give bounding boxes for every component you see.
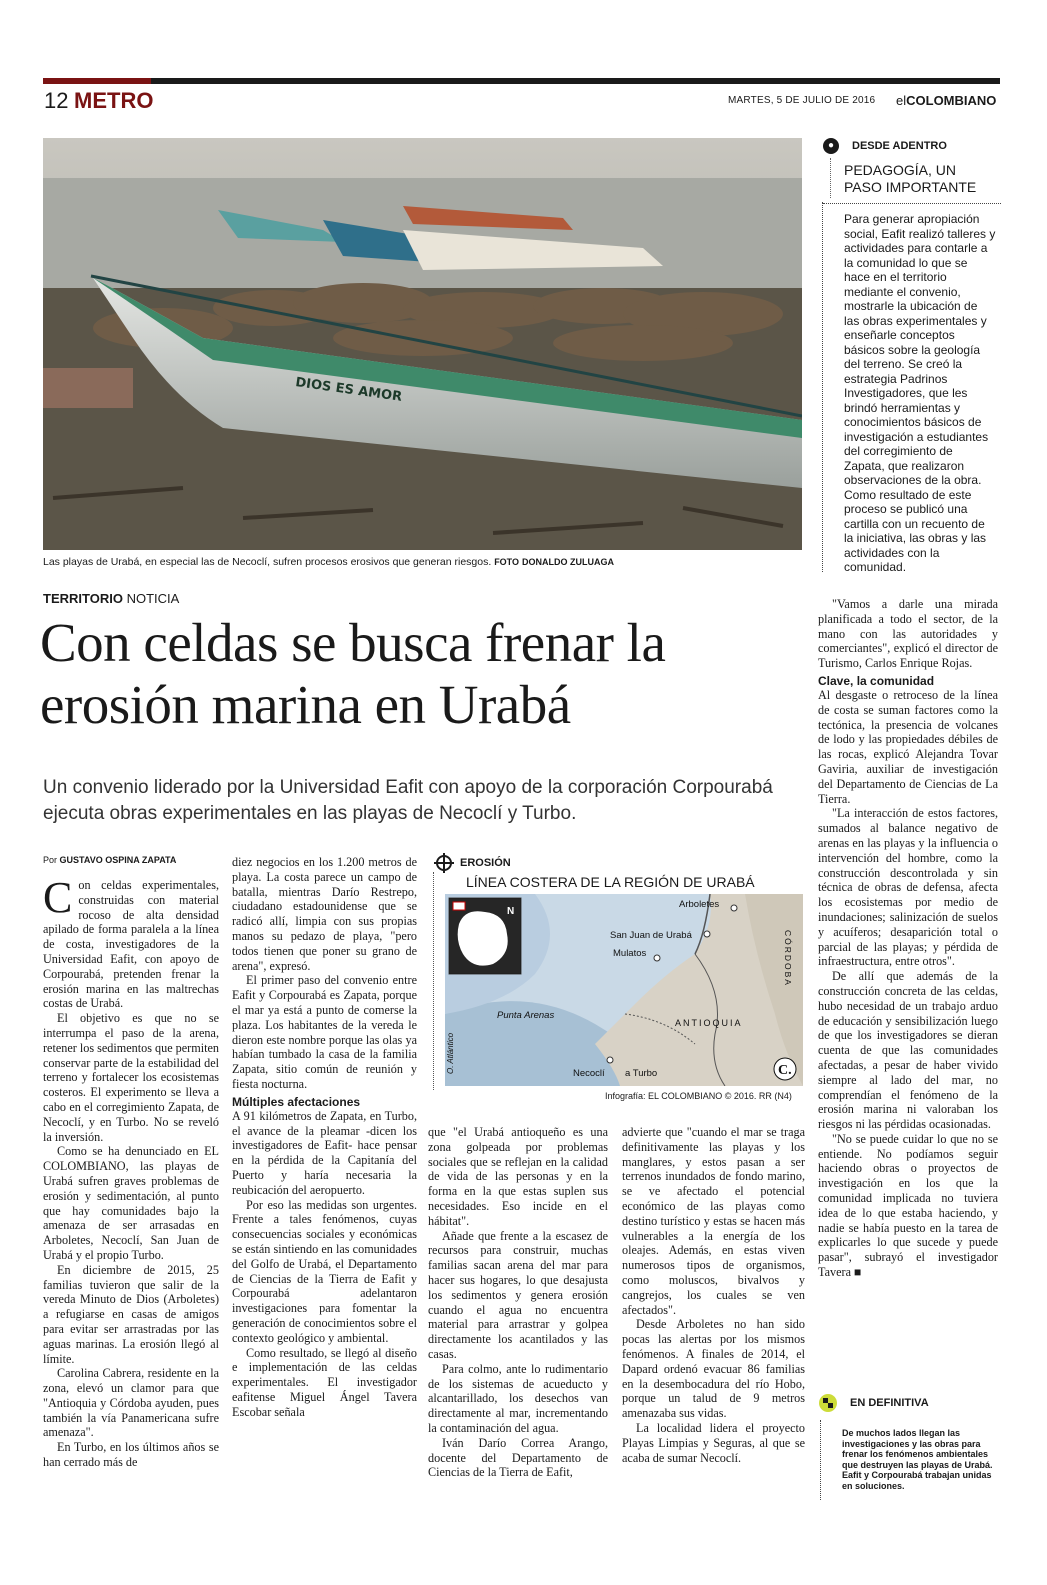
body-column-4 <box>622 1125 805 1465</box>
paragraph: Desde Arboletes no han sido pocas las alertas por los mismos fenómenos. A finales de 2014, el Dapard ordenó evacuar 86 familias en la desembocadura del río Hobo, porque un talud de 9 metros amenazaba sus vidas. <box>622 1317 805 1421</box>
boat-name-text: DIOS ES AMOR <box>294 375 403 405</box>
article-kicker: TERRITORIO NOTICIA <box>43 591 180 606</box>
map-label-antioquia: ANTIOQUIA <box>675 1018 743 1028</box>
byline: Por GUSTAVO OSPINA ZAPATA <box>43 855 177 865</box>
map-label-turbo: a Turbo <box>625 1068 658 1079</box>
body-column-5 <box>818 597 998 1280</box>
paragraph: De allí que además de la construcción concreta de las celdas, hubo necesidad de un trabajo arduo de educación y sensibilización luego de que los investigadores se dieran cuenta de que las comunidades afectadas, a pesar de haber vivido siempre al lado del mar, no comprendían el fenómeno de la erosión marina ni valoraban los riesgos ni las pérdidas ocasionadas. <box>818 969 998 1132</box>
map-label-atlantico: O. Atlántico <box>446 1032 455 1074</box>
body-column-1 <box>43 873 219 1470</box>
newspaper-brand: elCOLOMBIANO <box>896 93 997 108</box>
issue-date: MARTES, 5 DE JULIO DE 2016 <box>728 95 876 106</box>
page-number: 12 <box>44 88 69 113</box>
infographic-kicker: EROSIÓN <box>460 857 511 869</box>
deck: Un convenio liderado por la Universidad Eafit con apoyo de la corporación Corpourabá ejecuta obras experimentales en las playas de Necoclí y Turbo. <box>43 777 773 824</box>
infographic-rule <box>433 872 434 1090</box>
paragraph: Por eso las medidas son urgentes. Frente a tales fenómenos, cuyas consecuencias sociales y económicas se están sintiendo en las comunidades del Golfo de Urabá, el Departamento de Ciencias de la Tierra de Eafit y Corpourabá adelantaron investigaciones para fomentar la generación de conocimientos sobre el contexto geológico y ambiental. <box>232 1197 417 1345</box>
map-label-necocli: Necoclí <box>573 1068 605 1079</box>
infographic-title: LÍNEA COSTERA DE LA REGIÓN DE URABÁ <box>466 874 755 890</box>
paragraph: Añade que frente a la escasez de recursos para construir, muchas familias sacan arena del mar para hacer sus hogares, lo que desajusta los sedimentos y genera erosión cuando el agua no encuentra material para arrastrar y golpea directamente los acantilados y las casas. <box>428 1228 608 1361</box>
sidebar-vertical-rule <box>822 202 823 572</box>
sidebar-kicker: DESDE ADENTRO <box>852 140 947 152</box>
summary-rule <box>820 1420 821 1500</box>
paragraph: El objetivo es que no se interrumpa el paso de la arena, retener los sedimentos que permiten conservar parte de la estabilidad del terreno y fortalecer los ecosistemas costeros. El experimento se lleva a cabo en el corregimiento Zapata, de Necoclí, y en Turbo. No se reveló la inversión. <box>43 1011 219 1144</box>
sidebar-rule <box>830 158 832 198</box>
sidebar-divider <box>823 203 1001 204</box>
infographic-credit: Infografía: EL COLOMBIANO © 2016. RR (N4) <box>605 1091 792 1101</box>
logo-icon: C. <box>778 1063 792 1078</box>
coastline-map <box>445 894 803 1086</box>
sidebar-title: PEDAGOGÍA, UN PASO IMPORTANTE <box>844 162 977 195</box>
paragraph: Como se ha denunciado en EL COLOMBIANO, las playas de Urabá sufren graves problemas de erosión y sedimentación, al punto que hay comunidades bajo la amenaza de ser arrasadas en Arboletes, Necoclí, San Juan de Urabá y el propio Turbo. <box>43 1144 219 1262</box>
paragraph: "No se puede cuidar lo que no se entiende. No podíamos seguir haciendo obras o proyectos de investigación en los que la comunidad implicada no tuviera idea de lo que estaba haciendo, y nadie se había puesto en la tarea de explicarles lo que sucede y puede pasar", subrayó el investigador Tavera ■ <box>818 1131 998 1280</box>
paragraph: Carolina Cabrera, residente en la zona, elevó un clamor para que "Antioquia y Córdoba ayuden, pues también la vía Panamericana sufre amenaza". <box>43 1366 219 1440</box>
paragraph: El primer paso del convenio entre Eafit y Corpourabá es Zapata, porque el mar ya está a punto de comerse la plaza. Los habitantes de la vereda le dieron este nombre porque las olas ya habían tumbado la casa de la familia Zapata, sitio común de reunión y fiesta nocturna. <box>232 973 417 1091</box>
section-name: METRO <box>74 88 154 113</box>
map-label-punta-arenas: Punta Arenas <box>497 1010 555 1021</box>
map-label-arboletes: Arboletes <box>679 899 720 910</box>
map-label-mulatos: Mulatos <box>613 948 647 959</box>
north-arrow-label: N <box>507 906 515 917</box>
map-label-cordoba: CÓRDOBA <box>783 930 793 987</box>
lead-photo <box>43 138 802 550</box>
paragraph: A 91 kilómetros de Zapata, en Turbo, el avance de la pleamar -dicen los investigadores de Eafit- hace pensar en la pérdida de la Capitanía del Puerto y haría necesaria la reubicación del aeropuerto. <box>232 1108 417 1197</box>
summary-text: De muchos lados llegan las investigaciones y las obras para frenar los fenómenos ambientales que destruyen las playas de Urabá. Eafit y Corpourabá trabajan unidas en soluciones. <box>842 1428 993 1491</box>
paragraph: Al desgaste o retroceso de la línea de costa se suman factores como la tectónica, la presencia de volcanes de lodo y las propiedades débiles de las rocas, explicó Alejandra Tovar Gaviria, auxiliar de investigación del Departamento de Ciencias de La Tierra. <box>818 687 998 806</box>
sidebar-text: Para generar apropiación social, Eafit realizó talleres y actividades para contarle a la comunidad lo que se hace en el territorio mediante el convenio, mostrarle la ubicación de las obras experimentales y enseñarle conceptos básicos sobre la geología del terreno. Se creó la estrategia Padrinos Investigadores, que les brindó herramientas y conocimientos básicos de investigación a estudiantes del corregimiento de Zapata, que realizaron observaciones de la obra. Como resultado de este proceso se publicó una cartilla con un recuento de la iniciativa, las obras y las actividades con la comunidad. <box>844 212 996 574</box>
paragraph: Para colmo, ante lo rudimentario de los sistemas de acueducto y alcantarillado, los desechos van directamente al mar, incrementando la contaminación del agua. <box>428 1361 608 1435</box>
body-column-3 <box>428 1125 608 1480</box>
person-icon: ● <box>823 138 839 154</box>
header-rule <box>43 78 1000 84</box>
paragraph: advierte que "cuando el mar se traga definitivamente las playas y los manglares, y estos pasan a ser terrenos inundados de fondo marino, se ve afectado el potencial económico de las playas como destino turístico y estas se hacen más vulnerables a la energía de los oleajes. Además, en estas viven numerosos tipos de organismos, como moluscos, bivalvos y cangrejos, los cuales se ven afectados". <box>622 1125 805 1317</box>
paragraph: Como resultado, se llegó al diseño e implementación de las celdas experimentales. El investigador eafitense Miguel Ángel Tavera Escobar señala <box>232 1345 417 1419</box>
headline: Con celdas se busca frenar la erosión marina en Urabá <box>40 612 666 735</box>
drop-cap: C <box>43 873 73 922</box>
paragraph: La localidad lidera el proyecto Playas Limpias y Seguras, al que se acaba de sumar Necoclí. <box>622 1420 805 1465</box>
header-rule-accent <box>43 78 151 84</box>
paragraph: "La interacción de estos factores, sumados al balance negativo de arenas en las playas y la influencia o intervención del hombre, como la construcción descontrolada y sin técnica de obras de defensa, afecta los ecosistemas por medio de inundaciones; salinización de suelos y acuíferos; desaparición total o parcial de las playas; y pérdida de infraestructura, entre otros". <box>818 806 998 969</box>
paragraph: que "el Urabá antioqueño es una zona golpeada por problemas sociales que se reflejan en la calidad de vida de las personas y en la forma en la que estas suplen sus necesidades. Eso incide en el hábitat". <box>428 1125 608 1228</box>
paragraph: En Turbo, en los últimos años se han cerrado más de <box>43 1440 219 1470</box>
summary-kicker: EN DEFINITIVA <box>850 1397 929 1409</box>
subhead: Múltiples afectaciones <box>232 1094 361 1109</box>
paragraph: on celdas experimentales, construidas con material rocoso de alta densidad apilado de forma paralela a la línea de costa, investigadores de la Universidad Eafit, con apoyo de Corpourabá, pretenden frenar la erosión marina en las maltrechas costas de Urabá. <box>43 878 219 1011</box>
compass-icon <box>433 852 455 874</box>
paragraph: En diciembre de 2015, 25 familias tuvieron que salir de la vereda Minuto de Dios (Arboletes) a refugiarse en casas de amigos para evitar ser arrastradas por las aguas marinas. La erosión llegó al límite. <box>43 1262 219 1366</box>
photo-caption: Las playas de Urabá, en especial las de Necoclí, sufren procesos erosivos que generan riesgos. FOTO DONALDO ZULUAGA <box>43 556 614 568</box>
subhead: Clave, la comunidad <box>818 673 935 688</box>
paragraph: Iván Darío Correa Arango, docente del Departamento de Ciencias de la Tierra de Eafit, <box>428 1435 608 1480</box>
paragraph: "Vamos a darle una mirada planificada a todo el sector, de la mano con las autoridades y comerciantes", explicó el director de Turismo, Carlos Enrique Rojas. <box>818 597 998 671</box>
paragraph: diez negocios en los 1.200 metros de playa. La costa parece un campo de batalla, mientras Darío Restrepo, ciudadano estadounidense que se radicó allí, limpia con sus propias manos su pedazo de playa, "pero todos tienen que poner su grano de arena", expresó. <box>232 855 417 973</box>
body-column-2 <box>232 855 417 1419</box>
map-label-san-juan: San Juan de Urabá <box>610 930 692 941</box>
checkerboard-icon <box>818 1393 838 1413</box>
